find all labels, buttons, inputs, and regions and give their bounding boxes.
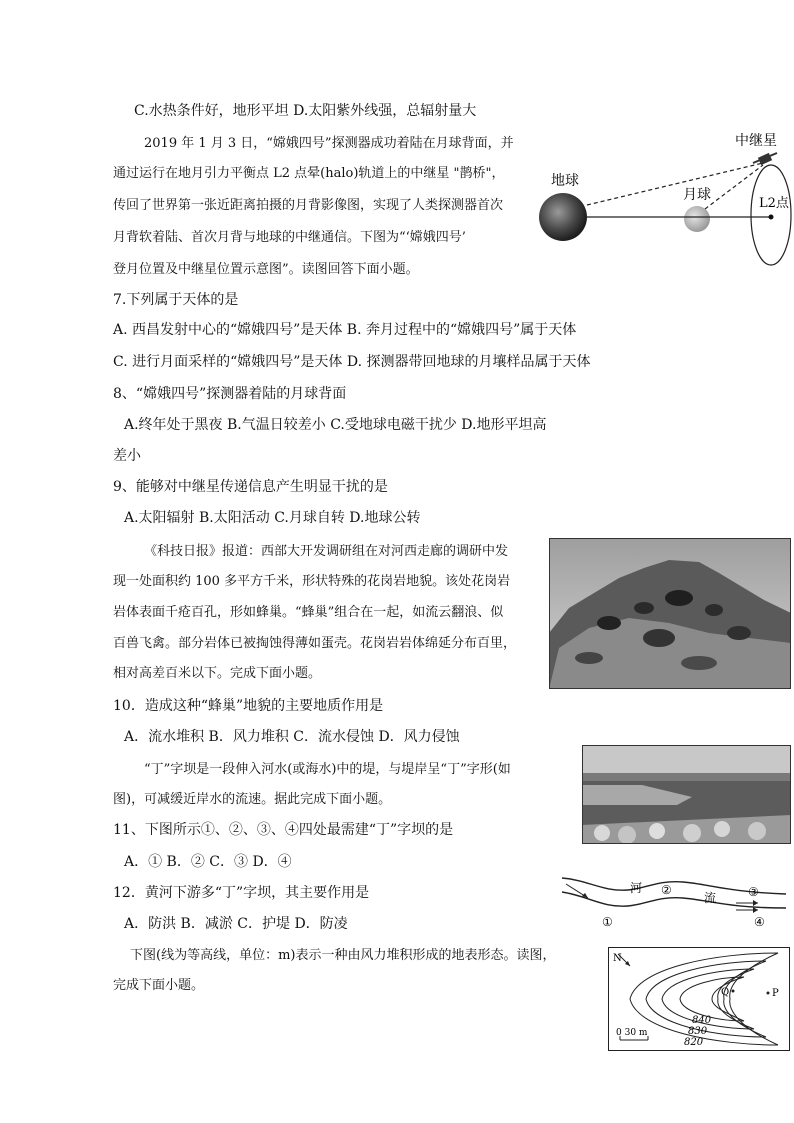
question-7: 7.下列属于天体的是 [113, 292, 239, 308]
l2-label: L2点 [759, 196, 789, 211]
marker-2: ② [661, 883, 672, 897]
earth-globe [539, 193, 587, 241]
question-12-options: A．防洪 B．减淤 C．护堤 D．防凌 [124, 916, 348, 932]
river-char-he: 河 [630, 881, 643, 895]
contour-label-820: 820 [684, 1037, 704, 1048]
passage-chang-e-3: 传回了世界第一张近距离拍摄的月背影像图，实现了人类探测器首次 [113, 198, 504, 213]
question-11-options: A．① B．② C．③ D．④ [124, 854, 292, 870]
north-label: N [613, 953, 622, 964]
question-8: 8、“嫦娥四号”探测器着陆的月球背面 [113, 386, 347, 402]
passage-granite-5: 相对高差百米以下。完成下面小题。 [113, 666, 322, 681]
earth-relay-dashed-line [587, 163, 763, 205]
question-7-options-cd: C. 进行月面采样的“嫦娥四号”是天体 D. 探测器带回地球的月壤样品属于天体 [113, 354, 591, 370]
passage-spur-dike-1: “丁”字坝是一段伸入河水(或海水)中的堤，与堤岸呈“丁”字形(如 [144, 762, 511, 777]
scale-label: 0 30 m [616, 1028, 648, 1038]
passage-granite-1: 《科技日报》报道：西部大开发调研组在对河西走廊的调研中发 [144, 544, 509, 559]
question-9-options: A.太阳辐射 B.太阳活动 C.月球自转 D.地球公转 [124, 510, 421, 526]
dune-contour-map [608, 947, 790, 1051]
spur-dike-photo [582, 745, 791, 844]
point-p-label: P [772, 988, 779, 999]
river-char-liu: 流 [704, 891, 717, 905]
moon-label: 月球 [683, 187, 711, 203]
relay-satellite-icon [753, 153, 777, 165]
passage-chang-e-2: 通过运行在地月引力平衡点 L2 点晕(halo)轨道上的中继星 "鹊桥"， [113, 166, 505, 181]
question-12: 12．黄河下游多“丁”字坝，其主要作用是 [113, 885, 370, 901]
passage-granite-3: 岩体表面千疮百孔，形如蜂巢。“蜂巢”组合在一起，如流云翻浪、似 [113, 605, 504, 620]
passage-chang-e-4: 月背软着陆、首次月背与地球的中继通信。下图为“‘嫦娥四号’ [113, 230, 466, 245]
point-q [732, 990, 735, 993]
granite-honeycomb-photo [549, 538, 791, 689]
contour-label-830: 830 [688, 1026, 708, 1037]
river-bend-diagram [558, 870, 790, 932]
point-p [767, 992, 770, 995]
passage-dune-2: 完成下面小题。 [113, 978, 205, 993]
question-10-options: A．流水堆积 B．风力堆积 C．流水侵蚀 D．风力侵蚀 [124, 729, 460, 745]
earth-label: 地球 [551, 173, 579, 189]
q6-options-cd: C.水热条件好，地形平坦 D.太阳紫外线强，总辐射量大 [134, 103, 477, 119]
point-q-label: Q [721, 987, 730, 998]
marker-3: ③ [748, 885, 759, 899]
passage-chang-e-5: 登月位置及中继星位置示意图”。读图回答下面小题。 [113, 262, 419, 277]
earth-moon-l2-diagram [535, 125, 794, 270]
moon-globe [684, 206, 710, 232]
contour-label-840: 840 [692, 1015, 712, 1026]
question-11: 11、下图所示①、②、③、④四处最需建“丁”字坝的是 [113, 822, 454, 838]
passage-granite-4: 百兽飞禽。部分岩体已被掏蚀得薄如蛋壳。花岗岩岩体绵延分布百里， [113, 636, 517, 651]
question-7-options-ab: A. 西昌发射中心的“嫦娥四号”是天体 B. 奔月过程中的“嫦娥四号”属于天体 [113, 322, 577, 338]
l2-point [769, 215, 774, 220]
passage-chang-e-1: 2019 年 1 月 3 日，“嫦娥四号”探测器成功着陆在月球背面，并 [144, 136, 514, 151]
question-10: 10．造成这种“蜂巢”地貌的主要地质作用是 [113, 698, 384, 714]
marker-4: ④ [754, 915, 765, 929]
marker-1: ① [602, 915, 613, 929]
passage-spur-dike-2: 图)，可减缓近岸水的流速。据此完成下面小题。 [113, 792, 392, 807]
passage-dune-1: 下图(线为等高线，单位：m)表示一种由风力堆积形成的地表形态。读图， [130, 948, 556, 963]
question-8-options-cont: 差小 [113, 448, 141, 464]
question-8-options: A.终年处于黑夜 B.气温日较差小 C.受地球电磁干扰少 D.地形平坦高 [124, 417, 547, 433]
passage-granite-2: 现一处面积约 100 多平方千米，形状特殊的花岗岩地貌。该处花岗岩 [113, 574, 511, 589]
question-9: 9、能够对中继星传递信息产生明显干扰的是 [113, 479, 388, 495]
relay-satellite-label: 中继星 [735, 133, 777, 149]
